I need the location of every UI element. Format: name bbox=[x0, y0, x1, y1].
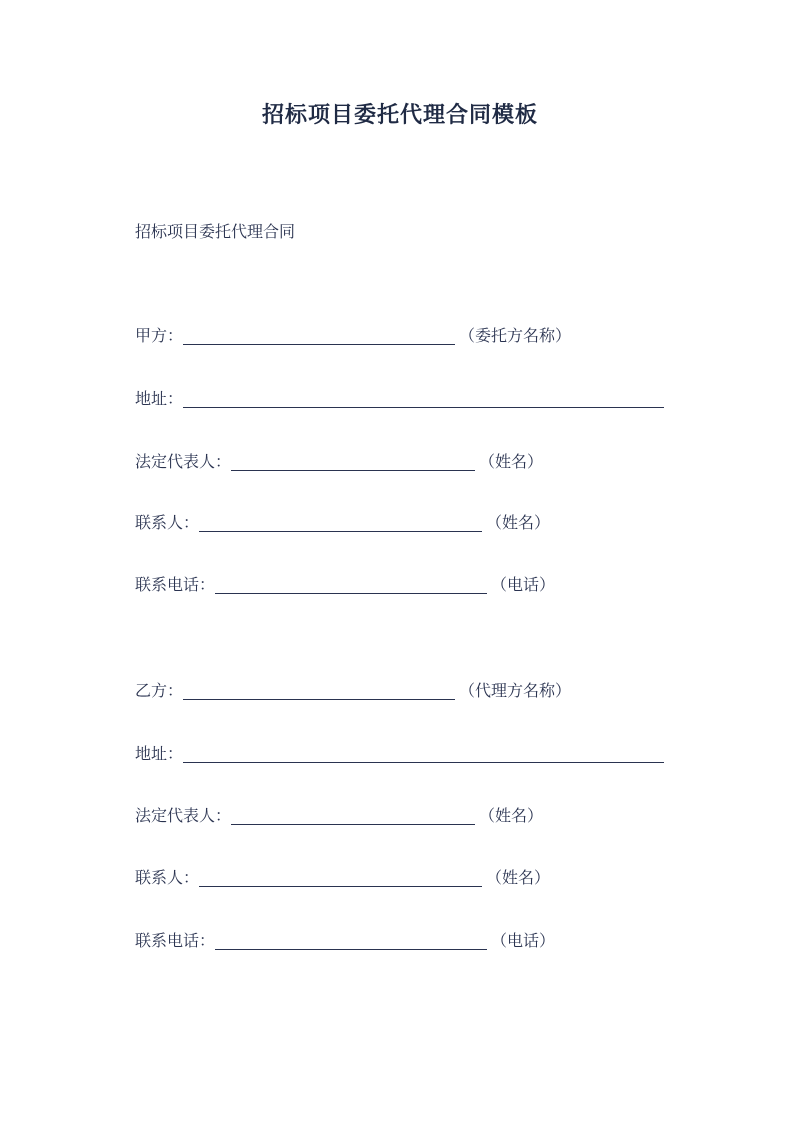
party-a-name-row bbox=[135, 323, 571, 347]
party-b-legal-rep-note: （姓名） bbox=[479, 806, 544, 825]
party-b-name-field[interactable] bbox=[183, 683, 455, 700]
party-b-name-label: 乙方： bbox=[135, 681, 184, 700]
party-a-address-row bbox=[135, 386, 664, 410]
party-a-contact-field[interactable] bbox=[199, 515, 482, 532]
party-a-contact-row bbox=[135, 510, 550, 534]
party-b-name-note: （代理方名称） bbox=[459, 681, 572, 700]
party-b-phone-row bbox=[135, 928, 555, 952]
party-b-address-row bbox=[135, 741, 664, 765]
party-a-legal-rep-note: （姓名） bbox=[479, 452, 544, 471]
party-a-legal-rep-row bbox=[135, 449, 543, 473]
party-b-legal-rep-label: 法定代表人： bbox=[135, 806, 232, 825]
party-b-address-field[interactable] bbox=[183, 746, 664, 763]
party-b-phone-note: （电话） bbox=[491, 931, 556, 950]
party-a-legal-rep-label: 法定代表人： bbox=[135, 452, 232, 471]
party-b-contact-field[interactable] bbox=[199, 870, 482, 887]
party-b-legal-rep-row bbox=[135, 803, 543, 827]
party-a-phone-field[interactable] bbox=[215, 577, 487, 594]
party-b-contact-row bbox=[135, 865, 550, 889]
party-a-name-note: （委托方名称） bbox=[459, 326, 572, 345]
party-a-address-field[interactable] bbox=[183, 391, 664, 408]
party-a-phone-row bbox=[135, 572, 555, 596]
party-a-phone-note: （电话） bbox=[491, 575, 556, 594]
party-b-legal-rep-field[interactable] bbox=[231, 808, 475, 825]
contract-subtitle: 招标项目委托代理合同 bbox=[135, 222, 296, 241]
party-a-legal-rep-field[interactable] bbox=[231, 454, 475, 471]
party-b-name-row bbox=[135, 678, 571, 702]
party-b-address-label: 地址： bbox=[135, 744, 184, 763]
party-b-phone-field[interactable] bbox=[215, 933, 487, 950]
party-a-contact-note: （姓名） bbox=[486, 513, 551, 532]
document-title: 招标项目委托代理合同模板 bbox=[261, 102, 538, 128]
party-a-name-label: 甲方： bbox=[135, 326, 184, 345]
party-b-contact-note: （姓名） bbox=[486, 868, 551, 887]
party-a-contact-label: 联系人： bbox=[135, 513, 200, 532]
party-b-phone-label: 联系电话： bbox=[135, 931, 216, 950]
party-a-phone-label: 联系电话： bbox=[135, 575, 216, 594]
party-b-contact-label: 联系人： bbox=[135, 868, 200, 887]
party-a-address-label: 地址： bbox=[135, 389, 184, 408]
party-a-name-field[interactable] bbox=[183, 328, 455, 345]
